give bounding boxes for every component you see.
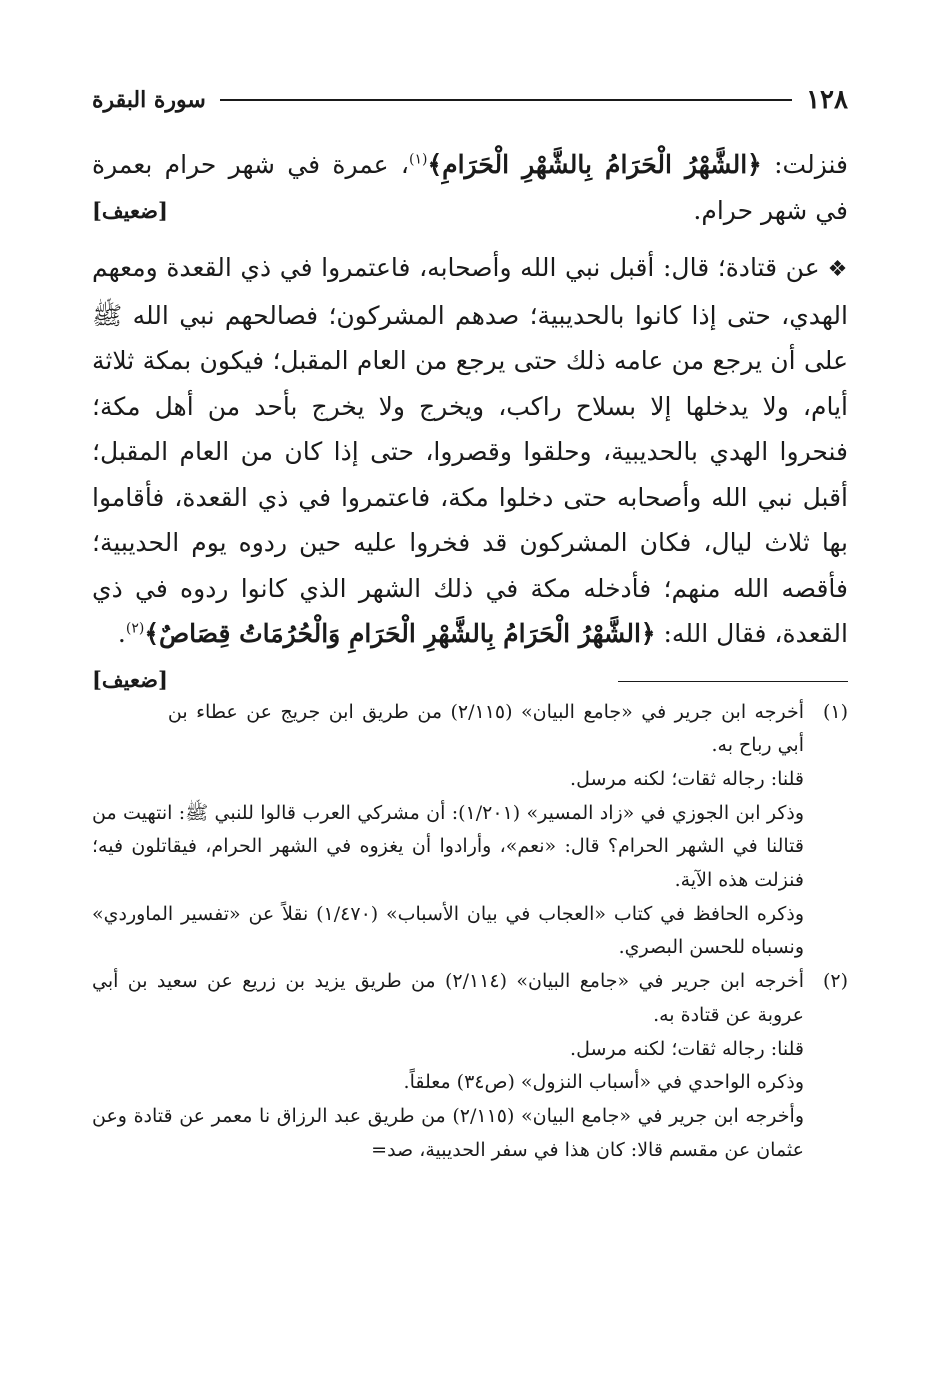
- footnote-separator: [618, 681, 848, 682]
- footnote-line: أخرجه ابن جرير في «جامع البيان» (٢/١١٤) من طريق يزيد بن زريع عن سعيد بن أبي عروبة عن قتادة به.: [92, 970, 805, 1026]
- footnote-number: (١): [822, 700, 848, 723]
- surah-title: سورة البقرة: [92, 87, 206, 113]
- paragraph-2: [92, 245, 848, 692]
- footnote-line: وذكره الحافظ في كتاب «العجاب في بيان الأسباب» (١/٤٧٠) نقلاً عن «تفسير الماوردي» ونسباه للحسن البصري.: [92, 902, 804, 959]
- footnote-2: [92, 965, 848, 1167]
- footnotes: [92, 696, 848, 1168]
- p2-text: عن قتادة؛ قال: أقبل نبي الله وأصحابه، فاعتمروا في ذي القعدة ومعهم الهدي، حتى إذا كانوا بالحديبية؛ صدهم المشركون؛ فصالحهم نبي الله ﷺ على أن يرجع من عامه ذلك حتى يرجع من العام المقبل؛ فيكون بمكة ثلاثة أيام، ولا يدخلها إلا بسلاح راكب، ويخرج ولا يخرج بأحد من أهل مكة؛ فنحروا الهدي بالحديبية، وحلقوا وقصروا، حتى إذا كان من العام المقبل؛ أقبل نبي الله وأصحابه حتى دخلوا مكة، فاعتمروا في ذي القعدة، فأقاموا بها ثلاث ليال، فكان المشركون قد فخروا عليه حين ردوه يوم الحديبية؛ فأقصه الله منهم؛ فأدخله مكة في ذلك الشهر الذي كانوا ردوه في ذي القعدة، فقال الله:: [92, 253, 848, 648]
- p1-after: ، عمرة في شهر حرام بعمرة في شهر حرام.: [92, 150, 848, 225]
- book-page: [92, 80, 848, 1167]
- p2-end: .: [117, 619, 126, 648]
- p1-before: فنزلت:: [761, 150, 849, 179]
- header-rule: [220, 99, 792, 101]
- grade-badge-2: [ضعيف]: [92, 666, 168, 692]
- quran-verse-2: ﴿الشَّهْرُ الْحَرَامُ بِالشَّهْرِ الْحَرَامِ وَالْحُرُمَاتُ قِصَاصٌ﴾: [144, 619, 656, 648]
- page-number: ١٢٨: [806, 85, 848, 115]
- page-header: [92, 80, 848, 120]
- footnote-line: وأخرجه ابن جرير في «جامع البيان» (٢/١١٥) من طريق عبد الرزاق نا معمر عن قتادة وعن عثمان عن مقسم قالا: كان هذا في سفر الحديبية، صد=: [92, 1104, 804, 1161]
- paragraph-1: [92, 142, 848, 233]
- quran-verse-1: ﴿الشَّهْرُ الْحَرَامُ بِالشَّهْرِ الْحَرَامِ﴾: [427, 150, 762, 179]
- footnote-ref-1: (١): [409, 151, 428, 168]
- footnote-line: وذكره الواحدي في «أسباب النزول» (ص٣٤) معلقاً.: [403, 1071, 804, 1094]
- diamond-bullet-icon: ❖: [827, 257, 848, 282]
- footnote-ref-2: (٢): [125, 620, 145, 637]
- footnote-number: (٢): [822, 970, 848, 993]
- footnote-line: قلنا: رجاله ثقات؛ لكنه مرسل.: [570, 1037, 804, 1060]
- main-text: [92, 142, 849, 692]
- footnote-line: وذكر ابن الجوزي في «زاد المسير» (١/٢٠١): أن مشركي العرب قالوا للنبي ﷺ: انتهيت من قتالنا في الشهر الحرام؟ قال: «نعم»، وأرادوا أن يغزوه في الشهر الحرام، فيقاتلون فيه؛ فنزلت هذه الآية.: [92, 801, 804, 892]
- footnote-1: [92, 696, 848, 966]
- footnote-line: قلنا: رجاله ثقات؛ لكنه مرسل.: [570, 767, 804, 790]
- grade-badge-1: [ضعيف]: [92, 197, 168, 223]
- footnote-line: أخرجه ابن جرير في «جامع البيان» (٢/١١٥) من طريق ابن جريج عن عطاء بن أبي رباح به.: [167, 700, 804, 757]
